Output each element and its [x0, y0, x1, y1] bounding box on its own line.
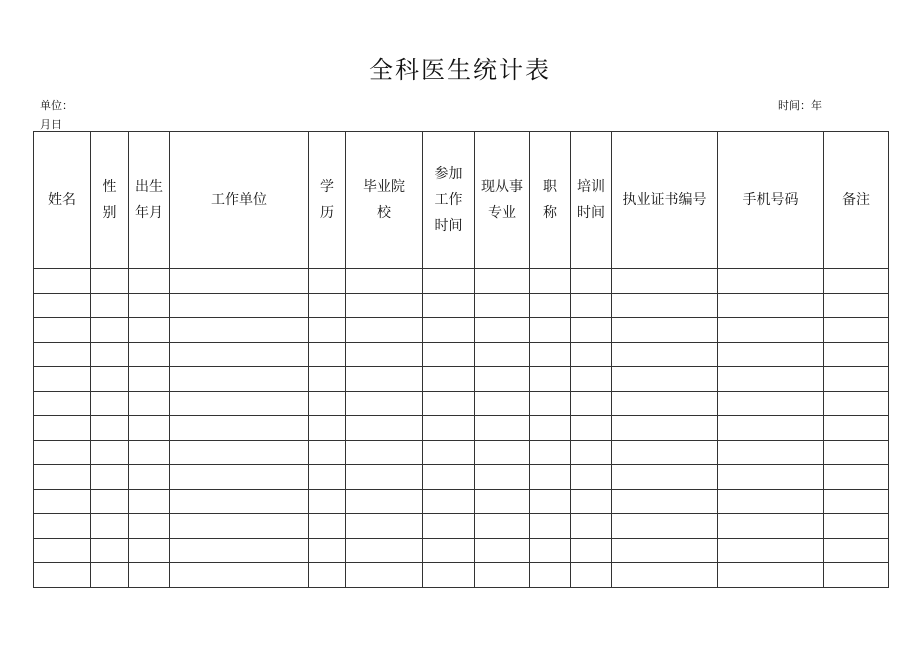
table-row: [34, 538, 889, 563]
table-cell[interactable]: [309, 416, 346, 441]
table-cell[interactable]: [91, 391, 129, 416]
table-cell[interactable]: [530, 318, 571, 343]
table-cell[interactable]: [346, 489, 423, 514]
table-cell[interactable]: [129, 269, 170, 294]
table-cell[interactable]: [571, 563, 612, 588]
table-cell[interactable]: [129, 514, 170, 539]
header-cell-license: 执业证书编号: [612, 132, 718, 269]
table-row: [34, 416, 889, 441]
table-cell[interactable]: [91, 563, 129, 588]
table-cell[interactable]: [475, 465, 530, 490]
table-cell[interactable]: [34, 367, 91, 392]
table-cell[interactable]: [346, 367, 423, 392]
table-cell[interactable]: [170, 416, 309, 441]
header-cell-phone: 手机号码: [718, 132, 824, 269]
table-cell[interactable]: [571, 391, 612, 416]
table-cell[interactable]: [91, 465, 129, 490]
table-cell[interactable]: [824, 440, 889, 465]
table-cell[interactable]: [612, 538, 718, 563]
table-cell[interactable]: [309, 391, 346, 416]
table-cell[interactable]: [824, 342, 889, 367]
table-cell[interactable]: [423, 514, 475, 539]
table-cell[interactable]: [824, 318, 889, 343]
time-label: 时间：年: [778, 99, 822, 112]
table-cell[interactable]: [309, 440, 346, 465]
table-cell[interactable]: [571, 367, 612, 392]
table-cell[interactable]: [530, 367, 571, 392]
table-cell[interactable]: [824, 563, 889, 588]
table-cell[interactable]: [129, 416, 170, 441]
table-cell[interactable]: [309, 514, 346, 539]
table-cell[interactable]: [718, 367, 824, 392]
table-cell[interactable]: [34, 318, 91, 343]
table-cell[interactable]: [718, 514, 824, 539]
table-cell[interactable]: [824, 391, 889, 416]
table-cell[interactable]: [718, 416, 824, 441]
table-cell[interactable]: [91, 538, 129, 563]
table-cell[interactable]: [34, 342, 91, 367]
table-cell[interactable]: [423, 293, 475, 318]
table-cell[interactable]: [34, 440, 91, 465]
header-cell-workplace: 工作单位: [170, 132, 309, 269]
table-cell[interactable]: [91, 318, 129, 343]
table-cell[interactable]: [170, 514, 309, 539]
header-cell-work-start: 参加工作时间: [423, 132, 475, 269]
table-cell[interactable]: [571, 465, 612, 490]
table-cell[interactable]: [129, 342, 170, 367]
table-cell[interactable]: [718, 293, 824, 318]
table-cell[interactable]: [530, 465, 571, 490]
table-cell[interactable]: [170, 489, 309, 514]
table-cell[interactable]: [571, 342, 612, 367]
table-cell[interactable]: [824, 293, 889, 318]
table-cell[interactable]: [34, 489, 91, 514]
table-cell[interactable]: [612, 563, 718, 588]
table-cell[interactable]: [530, 440, 571, 465]
table-cell[interactable]: [530, 391, 571, 416]
table-cell[interactable]: [475, 538, 530, 563]
table-cell[interactable]: [612, 342, 718, 367]
table-cell[interactable]: [530, 538, 571, 563]
table-cell[interactable]: [34, 269, 91, 294]
table-cell[interactable]: [718, 563, 824, 588]
table-cell[interactable]: [475, 367, 530, 392]
table-row: [34, 391, 889, 416]
header-cell-gender: 性别: [91, 132, 129, 269]
table-cell[interactable]: [91, 416, 129, 441]
header-row: [34, 132, 889, 269]
table-cell[interactable]: [346, 342, 423, 367]
table-cell[interactable]: [423, 563, 475, 588]
table-cell[interactable]: [612, 293, 718, 318]
table-body: [34, 269, 889, 588]
table-cell[interactable]: [475, 342, 530, 367]
table-cell[interactable]: [530, 293, 571, 318]
table-cell[interactable]: [129, 318, 170, 343]
table-cell[interactable]: [170, 563, 309, 588]
table-cell[interactable]: [530, 269, 571, 294]
table-cell[interactable]: [423, 269, 475, 294]
table-cell[interactable]: [309, 563, 346, 588]
table-cell[interactable]: [718, 391, 824, 416]
table-cell[interactable]: [346, 318, 423, 343]
table-cell[interactable]: [346, 440, 423, 465]
table-cell[interactable]: [475, 391, 530, 416]
table-cell[interactable]: [170, 440, 309, 465]
table-row: [34, 465, 889, 490]
table-cell[interactable]: [824, 416, 889, 441]
table-cell[interactable]: [475, 563, 530, 588]
table-cell[interactable]: [346, 269, 423, 294]
table-cell[interactable]: [91, 269, 129, 294]
table-row: [34, 563, 889, 588]
table-row: [34, 514, 889, 539]
table-cell[interactable]: [718, 538, 824, 563]
table-row: [34, 489, 889, 514]
table-cell[interactable]: [129, 538, 170, 563]
header-cell-name: 姓名: [34, 132, 91, 269]
table-cell[interactable]: [309, 269, 346, 294]
table-cell[interactable]: [718, 465, 824, 490]
table-cell[interactable]: [718, 318, 824, 343]
table-cell[interactable]: [170, 293, 309, 318]
header-cell-school: 毕业院校: [346, 132, 423, 269]
table-cell[interactable]: [475, 514, 530, 539]
table-cell[interactable]: [718, 489, 824, 514]
header-cell-training: 培训时间: [571, 132, 612, 269]
table-cell[interactable]: [129, 391, 170, 416]
table-cell[interactable]: [824, 269, 889, 294]
table-cell[interactable]: [34, 293, 91, 318]
table-cell[interactable]: [91, 514, 129, 539]
table-cell[interactable]: [612, 318, 718, 343]
table-cell[interactable]: [612, 440, 718, 465]
table-cell[interactable]: [612, 367, 718, 392]
table-cell[interactable]: [34, 391, 91, 416]
table-cell[interactable]: [824, 367, 889, 392]
table-cell[interactable]: [824, 465, 889, 490]
table-cell[interactable]: [309, 293, 346, 318]
table-cell[interactable]: [346, 465, 423, 490]
time-label-continuation: 月日: [40, 118, 62, 131]
table-row: [34, 269, 889, 294]
table-cell[interactable]: [170, 342, 309, 367]
table-cell[interactable]: [475, 416, 530, 441]
table-cell[interactable]: [91, 440, 129, 465]
table-cell[interactable]: [34, 563, 91, 588]
table-row: [34, 293, 889, 318]
table-cell[interactable]: [309, 538, 346, 563]
page-title: 全科医生统计表: [369, 56, 551, 84]
table-cell[interactable]: [571, 416, 612, 441]
table-cell[interactable]: [91, 342, 129, 367]
table-cell[interactable]: [91, 489, 129, 514]
table-cell[interactable]: [170, 269, 309, 294]
table-cell[interactable]: [530, 563, 571, 588]
table-row: [34, 367, 889, 392]
table-row: [34, 342, 889, 367]
unit-label: 单位：: [40, 99, 73, 112]
table-cell[interactable]: [170, 391, 309, 416]
table-cell[interactable]: [170, 465, 309, 490]
header-cell-title: 职称: [530, 132, 571, 269]
table-cell[interactable]: [475, 318, 530, 343]
table-cell[interactable]: [612, 391, 718, 416]
table-cell[interactable]: [718, 342, 824, 367]
header-cell-remarks: 备注: [824, 132, 889, 269]
table-cell[interactable]: [170, 538, 309, 563]
table-cell[interactable]: [129, 293, 170, 318]
table-cell[interactable]: [309, 489, 346, 514]
table-cell[interactable]: [346, 391, 423, 416]
table-cell[interactable]: [346, 563, 423, 588]
table-cell[interactable]: [824, 514, 889, 539]
table-cell[interactable]: [423, 342, 475, 367]
header-cell-education: 学历: [309, 132, 346, 269]
table-cell[interactable]: [571, 489, 612, 514]
table-cell[interactable]: [129, 563, 170, 588]
table-cell[interactable]: [34, 416, 91, 441]
table-cell[interactable]: [170, 318, 309, 343]
table-cell[interactable]: [423, 465, 475, 490]
table-cell[interactable]: [129, 367, 170, 392]
table-cell[interactable]: [346, 293, 423, 318]
table-cell[interactable]: [530, 416, 571, 441]
table-cell[interactable]: [475, 269, 530, 294]
table-cell[interactable]: [571, 440, 612, 465]
table-cell[interactable]: [824, 538, 889, 563]
table-cell[interactable]: [129, 489, 170, 514]
table-cell[interactable]: [91, 293, 129, 318]
table-cell[interactable]: [129, 465, 170, 490]
table-cell[interactable]: [309, 465, 346, 490]
table-cell[interactable]: [346, 538, 423, 563]
table-cell[interactable]: [571, 269, 612, 294]
table-cell[interactable]: [423, 318, 475, 343]
table-cell[interactable]: [571, 293, 612, 318]
table-cell[interactable]: [475, 440, 530, 465]
table-cell[interactable]: [129, 440, 170, 465]
table-cell[interactable]: [170, 367, 309, 392]
table-cell[interactable]: [91, 367, 129, 392]
table-cell[interactable]: [475, 293, 530, 318]
table-cell[interactable]: [530, 514, 571, 539]
table-cell[interactable]: [309, 318, 346, 343]
table-cell[interactable]: [309, 367, 346, 392]
table-cell[interactable]: [423, 489, 475, 514]
table-cell[interactable]: [571, 538, 612, 563]
table-cell[interactable]: [530, 489, 571, 514]
table-cell[interactable]: [718, 269, 824, 294]
table-cell[interactable]: [612, 514, 718, 539]
table-cell[interactable]: [530, 342, 571, 367]
table-cell[interactable]: [423, 367, 475, 392]
table-cell[interactable]: [34, 465, 91, 490]
table-row: [34, 318, 889, 343]
header-cell-specialty: 现从事专业: [475, 132, 530, 269]
table-cell[interactable]: [423, 416, 475, 441]
table-cell[interactable]: [718, 440, 824, 465]
table-cell[interactable]: [824, 489, 889, 514]
header-cell-birth: 出生年月: [129, 132, 170, 269]
table-cell[interactable]: [34, 538, 91, 563]
table-row: [34, 440, 889, 465]
table-cell[interactable]: [423, 391, 475, 416]
table-cell[interactable]: [612, 465, 718, 490]
statistics-table: [33, 131, 889, 588]
table-cell[interactable]: [612, 416, 718, 441]
table-cell[interactable]: [571, 514, 612, 539]
table-cell[interactable]: [612, 269, 718, 294]
table-cell[interactable]: [423, 538, 475, 563]
table-cell[interactable]: [309, 342, 346, 367]
table-cell[interactable]: [612, 489, 718, 514]
table-cell[interactable]: [34, 514, 91, 539]
table-cell[interactable]: [346, 416, 423, 441]
table-cell[interactable]: [475, 489, 530, 514]
table-cell[interactable]: [346, 514, 423, 539]
table-cell[interactable]: [423, 440, 475, 465]
table-cell[interactable]: [571, 318, 612, 343]
